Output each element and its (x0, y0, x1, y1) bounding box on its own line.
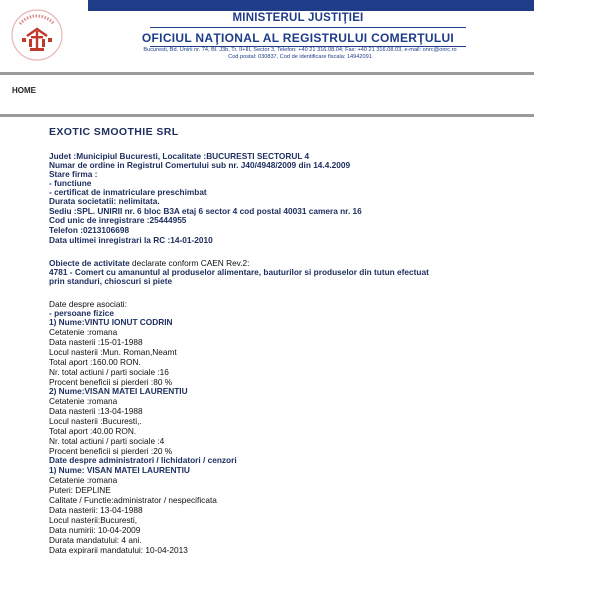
admin-name: VISAN MATEI LAURENTIU (86, 465, 190, 475)
administrators-heading: Date despre administratori / lichidatori / cenzori (49, 455, 237, 465)
header-bar (88, 0, 534, 11)
person-label: 1) Nume: (49, 317, 85, 327)
person-detail: Nr. total actiuni / parti sociale :16 (49, 367, 169, 377)
person-detail: Total aport :40.00 RON. (49, 426, 137, 436)
office-title: OFICIUL NAŢIONAL AL REGISTRULUI COMERŢULUI (141, 31, 455, 45)
activity-line: 4781 - Comert cu amanuntul al produselor alimentare, bauturilor si produselor din tutun efectuat (49, 267, 429, 277)
person-detail: Procent beneficii si pierderi :80 % (49, 377, 173, 387)
detail-line: Telefon :0213106698 (49, 225, 130, 235)
onrc-logo (10, 8, 64, 62)
address-line: Cod postal: 030837, Cod de identificare fiscala: 14942091 (228, 54, 372, 60)
person-detail: Locul nasterii :Bucuresti,. (49, 416, 142, 426)
person-name: VISAN MATEI LAURENTIU (84, 386, 188, 396)
person-detail: Nr. total actiuni / parti sociale :4 (49, 436, 165, 446)
header-rule (150, 27, 466, 28)
detail-line: Sediu :SPL. UNIRII nr. 6 bloc B3A etaj 6 sector 4 cod postal 40031 camera nr. 16 (49, 206, 362, 216)
detail-line: Data ultimei inregistrari la RC :14-01-2010 (49, 235, 213, 245)
ministry-title: MINISTERUL JUSTIŢIEI (232, 12, 364, 24)
admin-detail: Data numirii: 10-04-2009 (49, 525, 141, 535)
divider (0, 114, 534, 117)
detail-line: Durata societatii: nelimitata. (49, 196, 160, 206)
admin-detail: Calitate / Functie:administrator / nespecificata (49, 495, 217, 505)
person-name: VINTU IONUT CODRIN (84, 317, 173, 327)
activity-line: prin standuri, chioscuri si piete (49, 276, 173, 286)
divider (0, 72, 534, 75)
address-line: Bucuresti, Bd. Unirii nr. 74, Bl. J3b, Tr. II+III, Sector 3, Telefon: +40 21 316.08.04; Fax: +40 21 316.08.03, e-mail: onrc@onrc.ro (143, 47, 457, 53)
admin-label: 1) Nume: (49, 465, 87, 475)
admin-detail: Data nasterii: 13-04-1988 (49, 505, 143, 515)
admin-detail: Locul nasterii:Bucuresti, (49, 515, 138, 525)
person-detail: Cetatenie :romana (49, 327, 118, 337)
person-detail: Procent beneficii si pierderi :20 % (49, 446, 173, 456)
associates-type: - persoane fizice (49, 308, 115, 318)
admin-detail: Puteri: DEPLINE (49, 485, 111, 495)
admin-detail: Durata mandatului: 4 ani. (49, 535, 142, 545)
person-detail: Locul nasterii :Mun. Roman,Neamt (49, 347, 177, 357)
activity-label: Obiecte de activitate (49, 258, 130, 268)
person-label: 2) Nume: (49, 386, 85, 396)
admin-detail: Cetatenie :romana (49, 475, 118, 485)
person-detail: Cetatenie :romana (49, 396, 118, 406)
person-detail: Data nasterii :15-01-1988 (49, 337, 143, 347)
header (0, 0, 534, 70)
person-detail: Data nasterii :13-04-1988 (49, 406, 143, 416)
detail-line: Stare firma : (49, 169, 98, 179)
associates-heading: Date despre asociati: (49, 299, 127, 309)
person-detail: Total aport :160.00 RON. (49, 357, 141, 367)
home-link[interactable]: HOME (12, 86, 36, 95)
company-name: EXOTIC SMOOTHIE SRL (49, 126, 179, 138)
detail-line: - functiune (49, 178, 92, 188)
detail-line: Judet :Municipiul Bucuresti, Localitate :BUCURESTI SECTORUL 4 (49, 151, 310, 161)
admin-detail: Data expirarii mandatului: 10-04-2013 (49, 545, 188, 555)
detail-line: - certificat de inmatriculare preschimbat (49, 187, 207, 197)
detail-line: Cod unic de inregistrare :25444955 (49, 215, 187, 225)
detail-line: Numar de ordine in Registrul Comertului sub nr. J40/4948/2009 din 14.4.2009 (49, 160, 351, 170)
activity-label-suffix: declarate conform CAEN Rev.2: (129, 258, 250, 268)
